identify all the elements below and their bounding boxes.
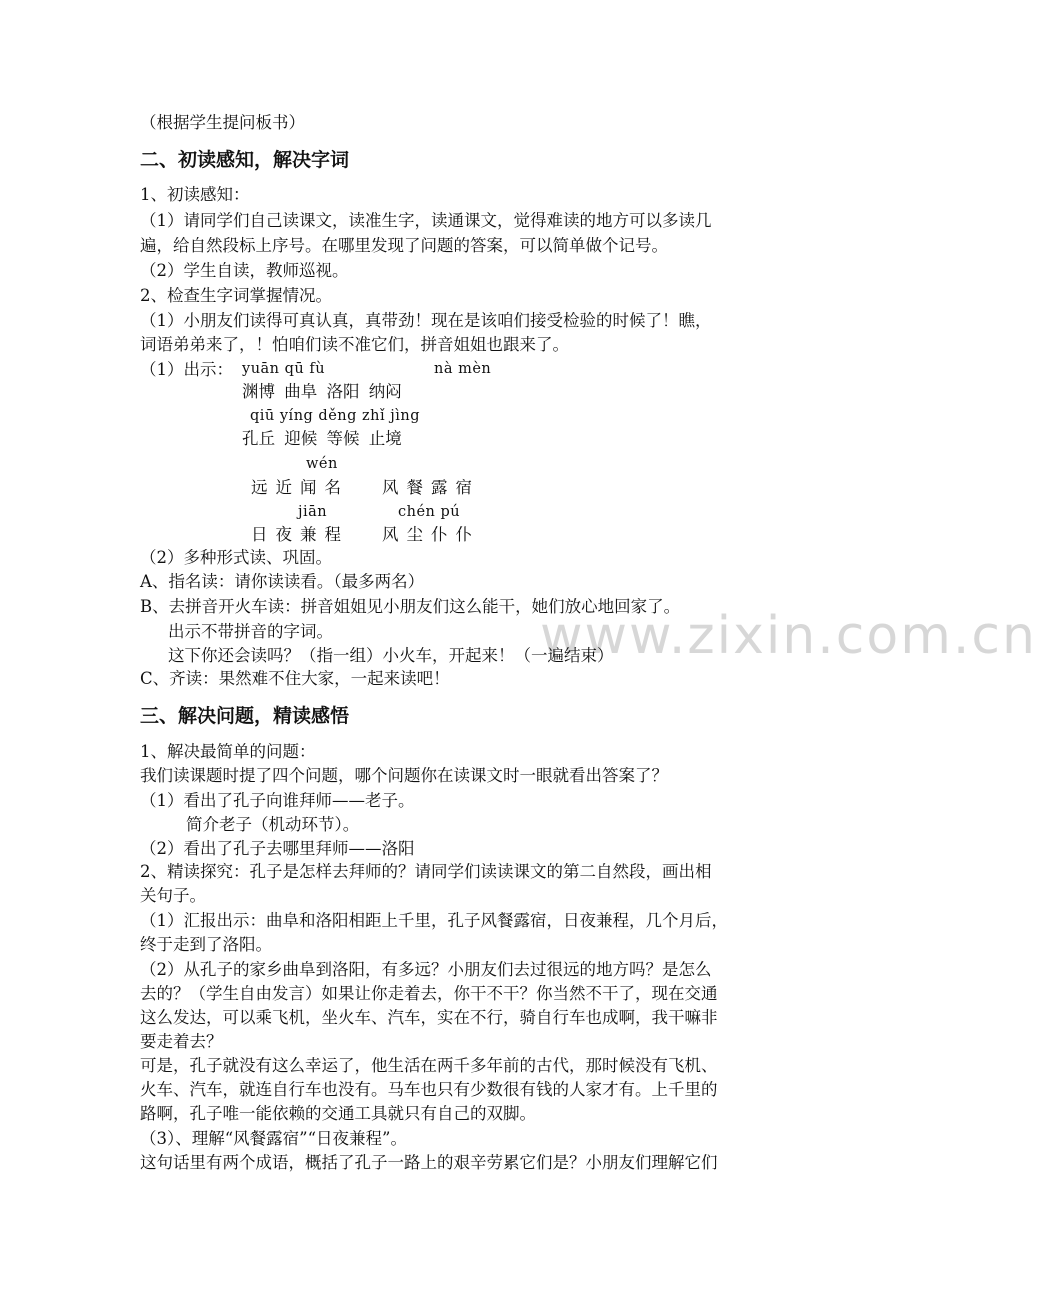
paragraph: 简介老子（机动环节）。 bbox=[186, 815, 360, 834]
vocab-row-3b: 风餐露宿 bbox=[382, 478, 480, 497]
pinyin-row-3: wén bbox=[306, 456, 338, 472]
pinyin-row-4b: chén pú bbox=[398, 504, 461, 520]
paragraph: 火车、汽车，就连自行车也没有。马车也只有少数很有钱的人家才有。上千里的 bbox=[140, 1080, 718, 1099]
board-note: （根据学生提问板书） bbox=[140, 113, 305, 132]
paragraph: 路啊，孔子唯一能依赖的交通工具就只有自己的双脚。 bbox=[140, 1104, 536, 1123]
paragraph: （1）汇报出示：曲阜和洛阳相距上千里，孔子风餐露宿，日夜兼程，几个月后， bbox=[140, 911, 728, 930]
paragraph: 我们读课题时提了四个问题，哪个问题你在读课文时一眼就看出答案了？ bbox=[140, 766, 668, 785]
vocab-row-1: 渊博 曲阜 洛阳 纳闷 bbox=[242, 382, 402, 401]
paragraph: 词语弟弟来了，！怕咱们读不准它们，拼音姐姐也跟来了。 bbox=[140, 335, 569, 354]
paragraph: （1）请同学们自己读课文，读准生字，读通课文，觉得难读的地方可以多读几 bbox=[140, 211, 712, 230]
paragraph: 2、精读探究：孔子是怎样去拜师的？请同学们读读课文的第二自然段，画出相 bbox=[140, 862, 712, 881]
vocab-row-2: 孔丘 迎候 等候 止境 bbox=[242, 429, 402, 448]
paragraph: B、去拼音开火车读：拼音姐姐见小朋友们这么能干，她们放心地回家了。 bbox=[140, 597, 681, 616]
section-heading-2: 二、初读感知，解决字词 bbox=[140, 149, 350, 171]
paragraph: （2）从孔子的家乡曲阜到洛阳，有多远？小朋友们去过很远的地方吗？是怎么 bbox=[140, 960, 712, 979]
pinyin-row-1: yuān qū fù bbox=[242, 361, 326, 377]
paragraph: 1、解决最简单的问题： bbox=[140, 742, 316, 761]
paragraph: 2、检查生字词掌握情况。 bbox=[140, 286, 332, 305]
pinyin-row-1b: nà mèn bbox=[434, 361, 492, 377]
paragraph: （2）看出了孔子去哪里拜师——洛阳 bbox=[140, 839, 415, 858]
paragraph: A、指名读：请你读读看。（最多两名） bbox=[140, 572, 425, 591]
paragraph: 关句子。 bbox=[140, 886, 206, 905]
watermark: www.zixin.com.cn bbox=[540, 606, 1037, 666]
pinyin-row-2: qiū yíng děng zhǐ jìng bbox=[250, 408, 420, 424]
paragraph: 1、初读感知： bbox=[140, 185, 250, 204]
paragraph: 遍，给自然段标上序号。在哪里发现了问题的答案，可以简单做个记号。 bbox=[140, 236, 668, 255]
section-heading-3: 三、解决问题，精读感悟 bbox=[140, 705, 350, 727]
paragraph: 去的？（学生自由发言）如果让你走着去，你干不干？你当然不干了，现在交通 bbox=[140, 984, 718, 1003]
vocab-row-4b: 风尘仆仆 bbox=[382, 525, 480, 544]
paragraph: （1）小朋友们读得可真认真，真带劲！现在是该咱们接受检验的时候了！瞧， bbox=[140, 311, 712, 330]
paragraph: 这下你还会读吗？（指一组）小火车，开起来！（一遍结束） bbox=[168, 646, 614, 665]
paragraph: （2）学生自读，教师巡视。 bbox=[140, 261, 349, 280]
paragraph: 这句话里有两个成语，概括了孔子一路上的艰辛劳累它们是？小朋友们理解它们 bbox=[140, 1153, 718, 1172]
paragraph: 可是，孔子就没有这么幸运了，他生活在两千多年前的古代，那时候没有飞机、 bbox=[140, 1056, 718, 1075]
paragraph: （3）、理解“风餐露宿”“日夜兼程”。 bbox=[140, 1129, 407, 1148]
paragraph: 出示不带拼音的字词。 bbox=[168, 622, 333, 641]
paragraph: （1）看出了孔子向谁拜师——老子。 bbox=[140, 791, 415, 810]
paragraph: （2）多种形式读、巩固。 bbox=[140, 548, 332, 567]
pinyin-row-4a: jiān bbox=[298, 504, 328, 520]
paragraph: 终于走到了洛阳。 bbox=[140, 935, 272, 954]
paragraph: 要走着去？ bbox=[140, 1032, 223, 1051]
vocab-prefix: （1）出示： bbox=[140, 360, 233, 379]
paragraph: C、齐读：果然难不住大家，一起来读吧！ bbox=[140, 669, 450, 688]
vocab-row-3a: 远近闻名 bbox=[251, 478, 349, 497]
paragraph: 这么发达，可以乘飞机，坐火车、汽车，实在不行，骑自行车也成啊，我干嘛非 bbox=[140, 1008, 718, 1027]
vocab-row-4a: 日夜兼程 bbox=[251, 525, 349, 544]
